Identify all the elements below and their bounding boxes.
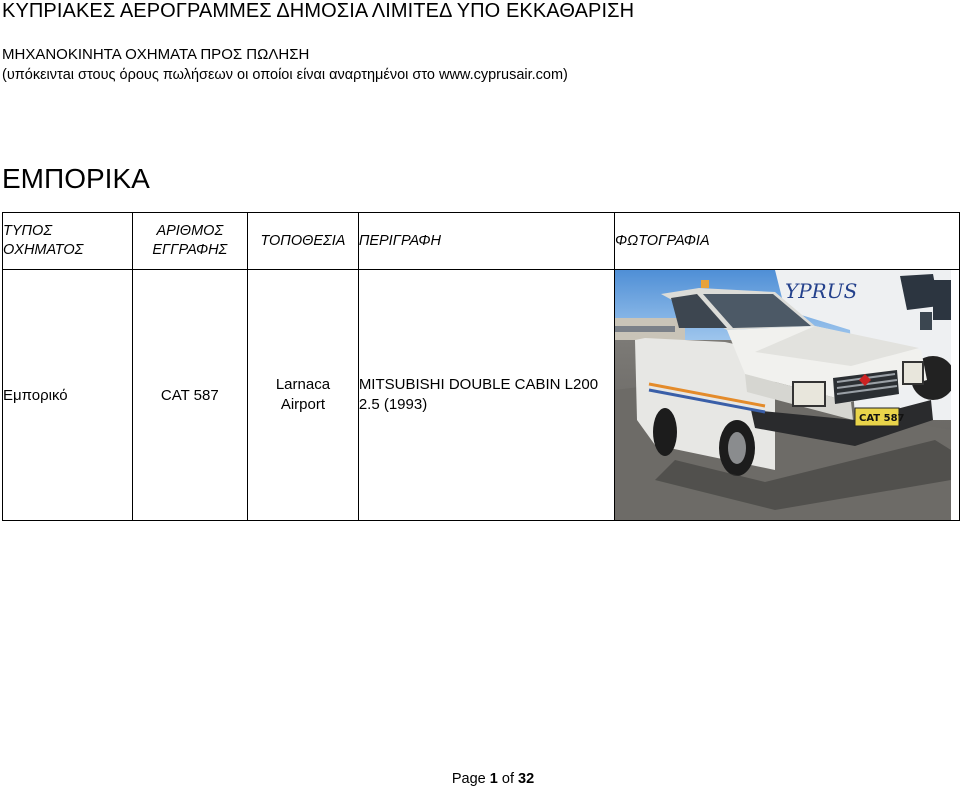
cell-registration: CAT 587 <box>132 270 248 521</box>
table-row <box>3 270 960 521</box>
table-header-row <box>3 213 960 270</box>
license-plate-text: CAT 587 <box>859 413 905 424</box>
company-header: ΚΥΠΡΙΑΚΕΣ ΑΕΡΟΓΡΑΜΜΕΣ ΔΗΜΟΣΙΑ ΛΙΜΙΤΕΔ ΥΠΟ ΕΚΚΑΘΑΡΙΣΗ <box>2 0 635 22</box>
header-photo: ΦΩΤΟΓΡΑΦΙΑ <box>615 213 960 270</box>
page-footer: Page 1 of 32 <box>451 771 535 787</box>
cell-photo <box>615 270 960 521</box>
vehicle-photo <box>615 270 951 520</box>
header-registration: ΑΡΙΘΜΟΣ ΕΓΓΡΑΦΗΣ <box>132 213 248 270</box>
terms-note: (υπόκειντaι στους όρους πωλήσεων οι οποίοι είναι αναρτημένοι στο www.cyprusair.com) <box>2 67 568 83</box>
header-vehicle-type: ΤΥΠΟΣ ΟΧΗΜΑΤΟΣ <box>3 213 133 270</box>
cell-vehicle-type: Εμπορικό <box>3 270 133 521</box>
header-description: ΠΕΡΙΓΡΑΦΗ <box>358 213 614 270</box>
van-logo-text: YPRUS <box>785 279 858 303</box>
total-pages: 32 <box>518 771 535 787</box>
cell-location: Larnaca Airport <box>248 270 359 521</box>
current-page: 1 <box>489 771 498 787</box>
header-location: ΤΟΠΟΘΕΣΙΑ <box>248 213 359 270</box>
vehicle-table <box>2 212 960 521</box>
section-title: ΕΜΠΟΡΙΚΑ <box>2 163 150 194</box>
document-subtitle: ΜΗΧΑΝΟΚΙΝΗΤΑ ΟΧΗΜΑΤΑ ΠΡΟΣ ΠΩΛΗΣΗ <box>2 46 310 63</box>
cell-description: MITSUBISHI DOUBLE CABIN L200 2.5 (1993) <box>358 270 614 521</box>
